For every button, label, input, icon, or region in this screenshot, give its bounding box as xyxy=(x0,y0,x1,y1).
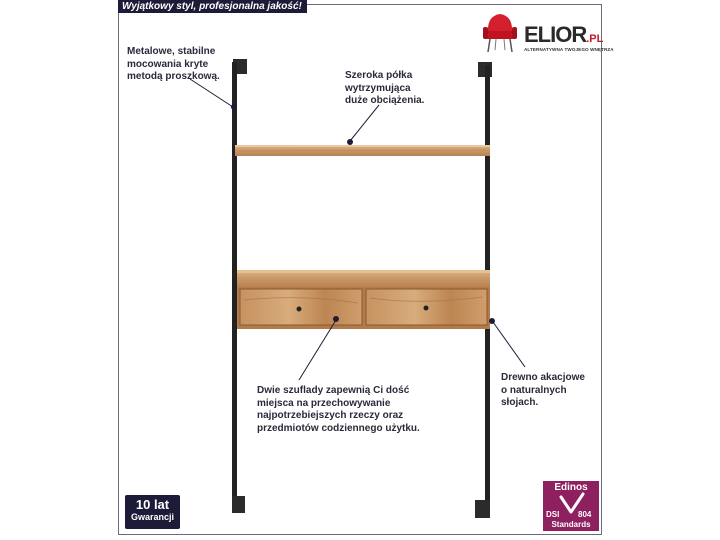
callout-mounts: Metalowe, stabilne mocowania kryte metodą proszkową. xyxy=(127,46,220,83)
certificate-number: 804 xyxy=(578,510,592,519)
certificate-name: Edinos xyxy=(554,482,588,493)
warranty-years: 10 lat xyxy=(135,497,170,512)
bottom-mount-left xyxy=(232,496,245,513)
callout-drawers: Dwie szuflady zapewnią Ci dość miejsca na przechowywanie najpotrzebiejszych rzeczy oraz przedmiotów codziennego użytku. xyxy=(257,385,420,434)
upper-shelf xyxy=(235,145,490,156)
brand-name-text: ELIOR xyxy=(524,22,587,47)
certificate-dsi: DSI xyxy=(546,510,560,519)
wood-pointer-dot xyxy=(489,318,495,324)
callout-wood: Drewno akacjowe o naturalnych słojach. xyxy=(501,372,585,409)
desk-unit xyxy=(237,270,490,329)
callout-shelf: Szeroka półka wytrzymująca duże obciążenia. xyxy=(345,70,425,107)
brand-subtitle: ALTERNATYWNA TWOJEGO WNĘTRZA xyxy=(524,47,614,52)
certificate-badge xyxy=(543,481,599,531)
brand-domain: .PL xyxy=(586,33,604,45)
mounts-pointer-dot xyxy=(231,104,237,110)
shelf-pointer xyxy=(350,105,379,141)
warranty-badge xyxy=(125,495,180,529)
bottom-mount-right xyxy=(475,500,490,518)
shelf-pointer-dot xyxy=(347,139,353,145)
certificate-standards: Standards xyxy=(551,520,591,529)
wood-pointer xyxy=(493,322,525,367)
drawers-pointer-dot xyxy=(333,316,339,322)
frame-rail-left xyxy=(232,62,237,510)
warranty-label: Gwarancji xyxy=(130,512,175,522)
tagline: Wyjątkowy styl, profesjonalna jakość! xyxy=(118,0,307,13)
